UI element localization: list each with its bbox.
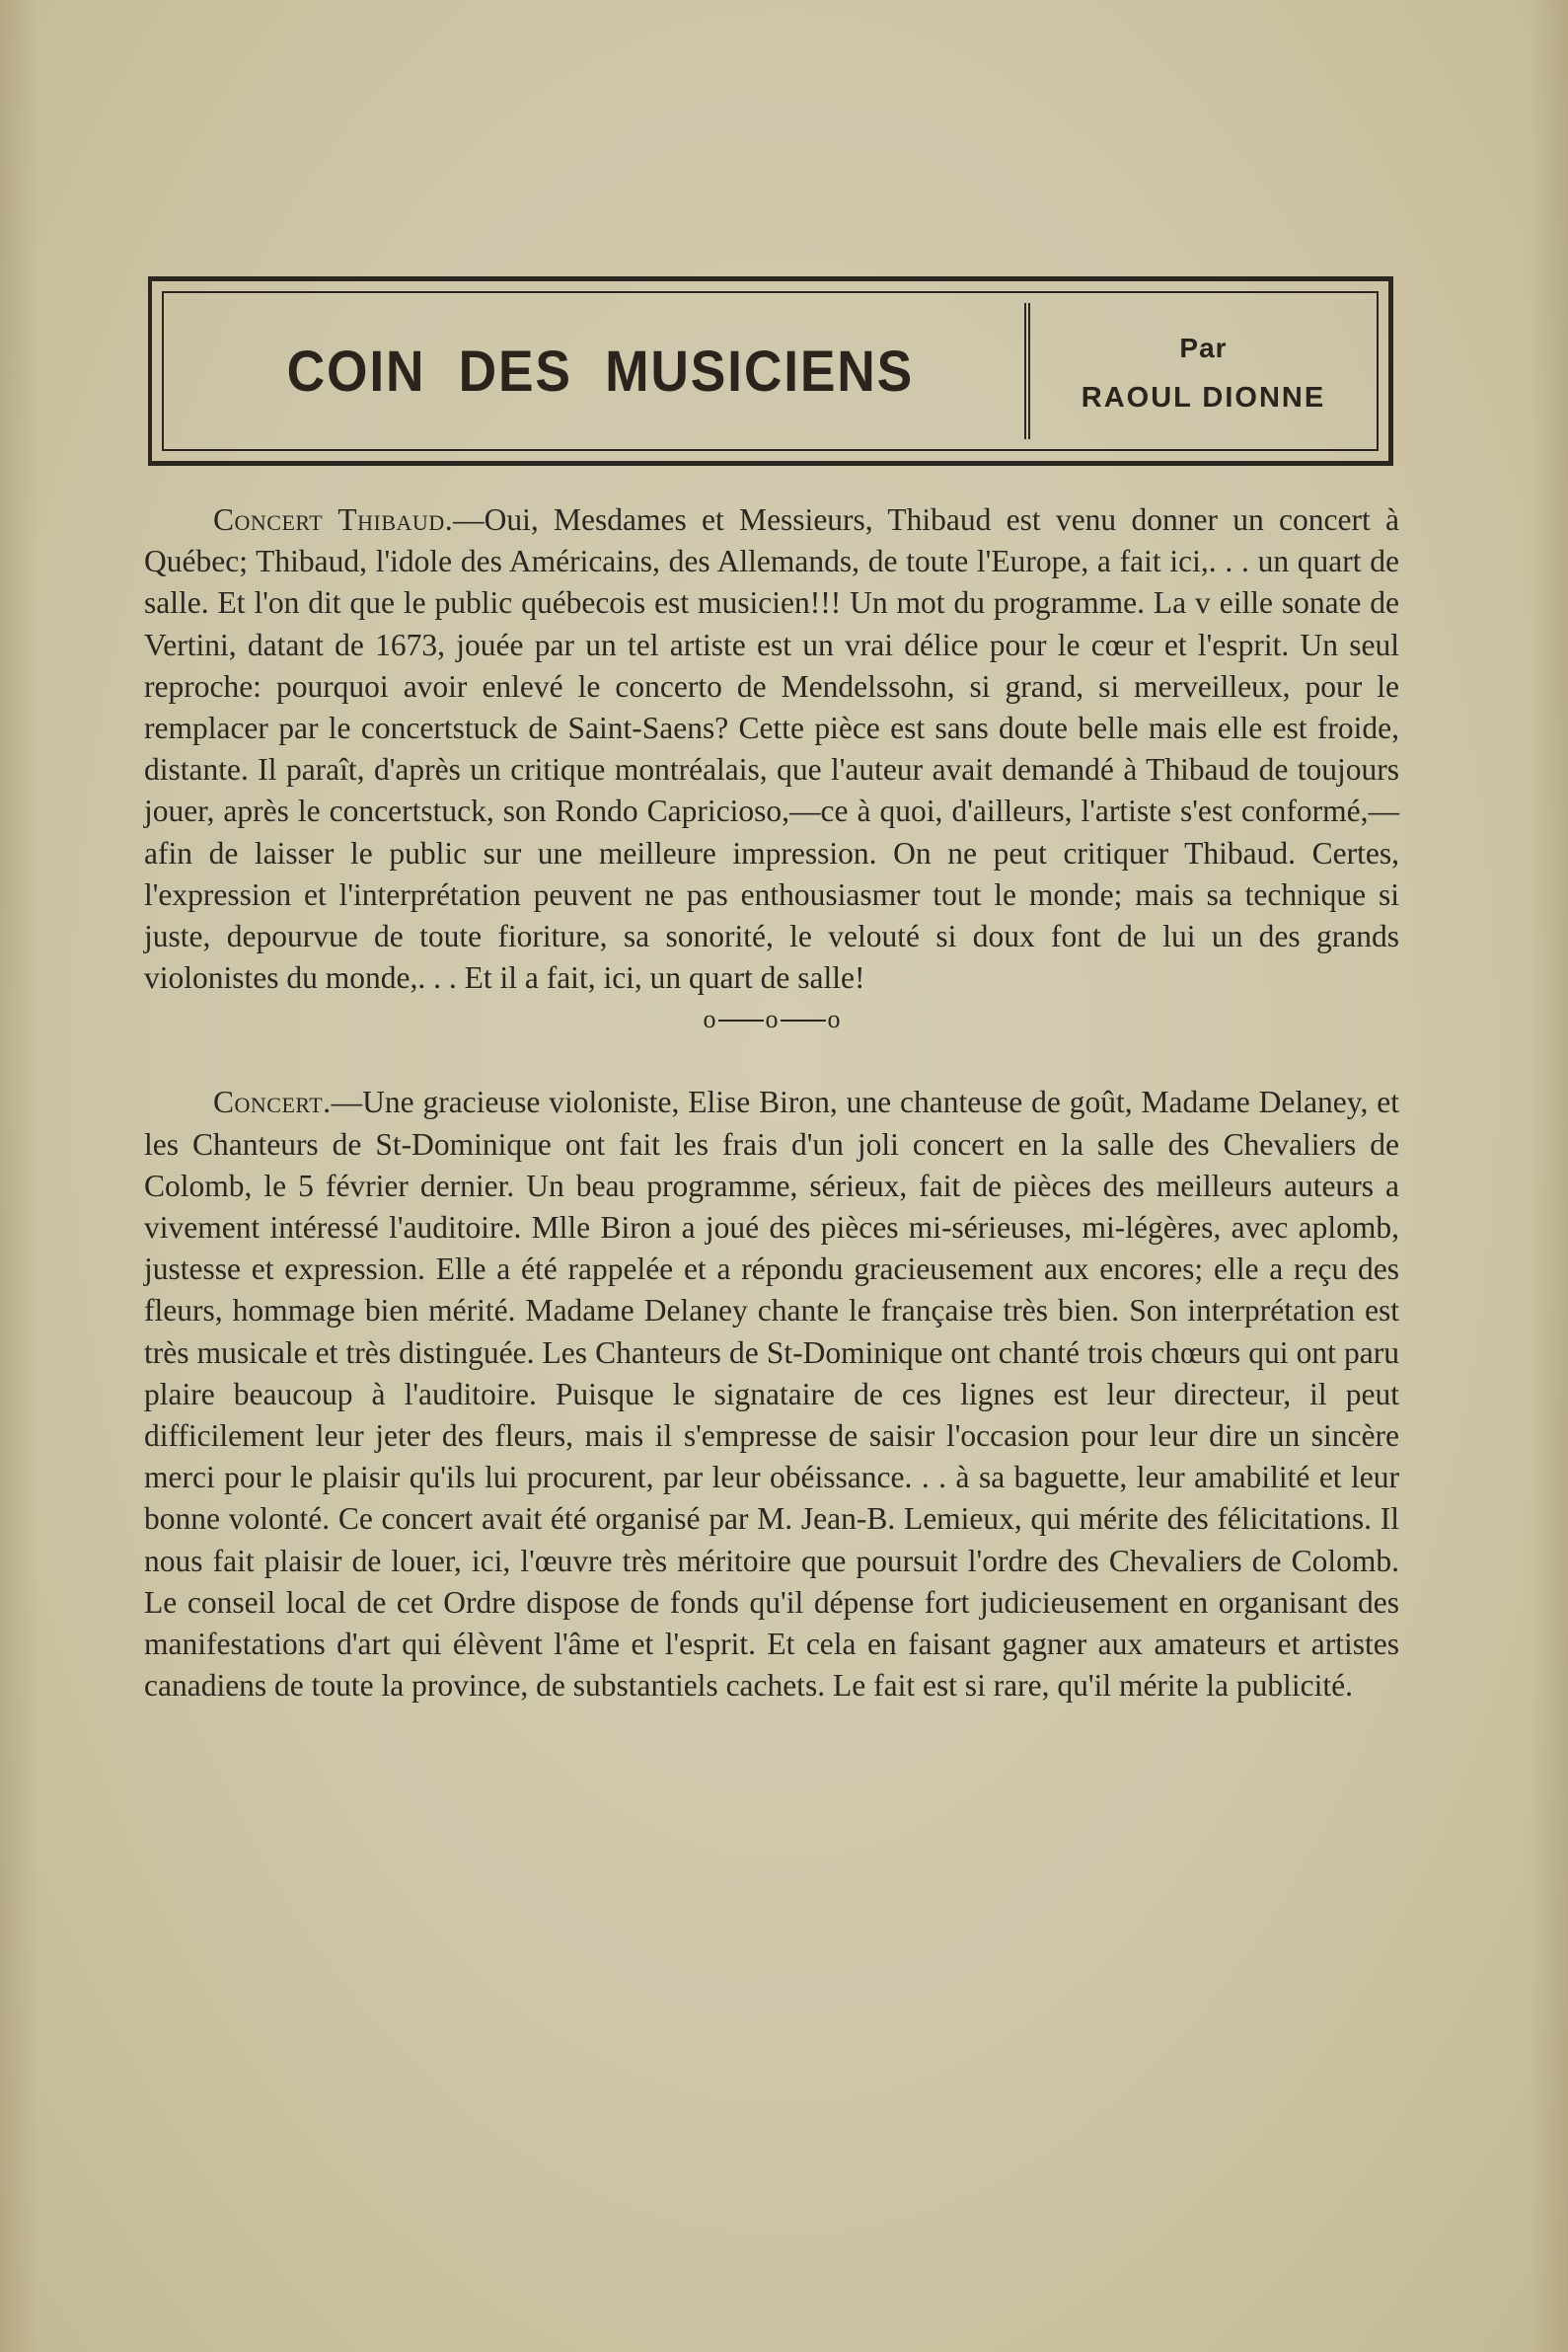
article-heading: Concert Thibaud. [213,502,454,537]
separator-rule [781,1020,826,1022]
article-concert-thibaud [144,499,1399,999]
author-cell [1030,293,1377,449]
article-heading: Concert. [213,1085,332,1120]
column-header-inner [162,291,1379,451]
article-body [144,499,1399,1707]
column-header-box [148,276,1393,466]
separator-rule [718,1020,764,1022]
separator-ornament: o [827,1005,841,1034]
by-label: Par [1179,332,1228,363]
author-name: RAOUL DIONNE [1081,381,1326,414]
article-text: —Oui, Mesdames et Messieurs, Thibaud est venu donner un concert à Québec; Thibaud, l'idole des Américains, des Allemands, de toute l'Europe, a fait ici,. . . un quart de salle. Et l'on dit que le public québecois est musicien!!! Un mot du programme. La v eille sonate de Vertini, datant de 1673, jouée par un tel artiste est un vrai délice pour le cœur et l'esprit. Un seul reproche: pourquoi avoir enlevé le concerto de Mendelssohn, si grand, si merveilleux, pour le remplacer par le concertstuck de Saint-Saens? Cette pièce est sans doute belle mais elle est froide, distante. Il paraît, d'après un critique montréalais, que l'auteur avait demandé à Thibaud de toujours jouer, après le concertstuck, son Rondo Capricioso,—ce à quoi, d'ailleurs, l'artiste s'est conformé,—afin de laisser le public sur une meilleure impression. On ne peut critiquer Thibaud. Certes, l'expression et l'interprétation peuvent ne pas enthousiasmer tout le monde; mais sa technique si juste, depourvue de toute fioriture, sa sonorité, le velouté si doux font de lui un des grands violonistes du monde,. . . Et il a fait, ici, un quart de salle! [144,502,1399,996]
column-title: COIN DES MUSICIENS [286,339,914,404]
separator-ornament: o [765,1005,779,1034]
separator-ornament: o [703,1005,716,1034]
page-edge-left [0,0,39,2352]
article-text: —Une gracieuse violoniste, Elise Biron, une chanteuse de goût, Madame Delaney, et les Chanteurs de St-Dominique ont fait les frais d'un joli concert en la salle des Chevaliers de Colomb, le 5 février dernier. Un beau programme, sérieux, fait de pièces des meilleurs auteurs a vivement intéressé l'auditoire. Mlle Biron a joué des pièces mi-sérieuses, mi-légères, avec aplomb, justesse et expression. Elle a été rappelée et a répondu gracieusement aux encores; elle a reçu des fleurs, hommage bien mérité. Madame Delaney chante le française très bien. Son interprétation est très musicale et très distinguée. Les Chanteurs de St-Dominique ont chanté trois chœurs qui ont paru plaire beaucoup à l'auditoire. Puisque le signataire de ces lignes est leur directeur, il peut difficilement leur jeter des fleurs, mais il s'empresse de saisir l'occasion pour leur dire un sincère merci pour le plaisir qu'ils lui procurent, par leur obéissance. . . à sa baguette, leur amabilité et leur bonne volonté. Ce concert avait été organisé par M. Jean-B. Lemieux, qui mérite des félicitations. Il nous fait plaisir de louer, ici, l'œuvre très méritoire que poursuit l'ordre des Chevaliers de Colomb. Le conseil local de cet Ordre dispose de fonds qu'il dépense fort judicieusement en organisant des manifestations d'art qui élèvent l'âme et l'esprit. Et cela en faisant gagner aux amateurs et artistes canadiens de toute la province, de substantiels cachets. Le fait est si rare, qu'il mérite la publicité. [144,1085,1399,1704]
section-separator [144,999,1399,1040]
article-concert [144,1082,1399,1707]
column-title-cell [164,293,1024,449]
page-edge-right [1529,0,1568,2352]
